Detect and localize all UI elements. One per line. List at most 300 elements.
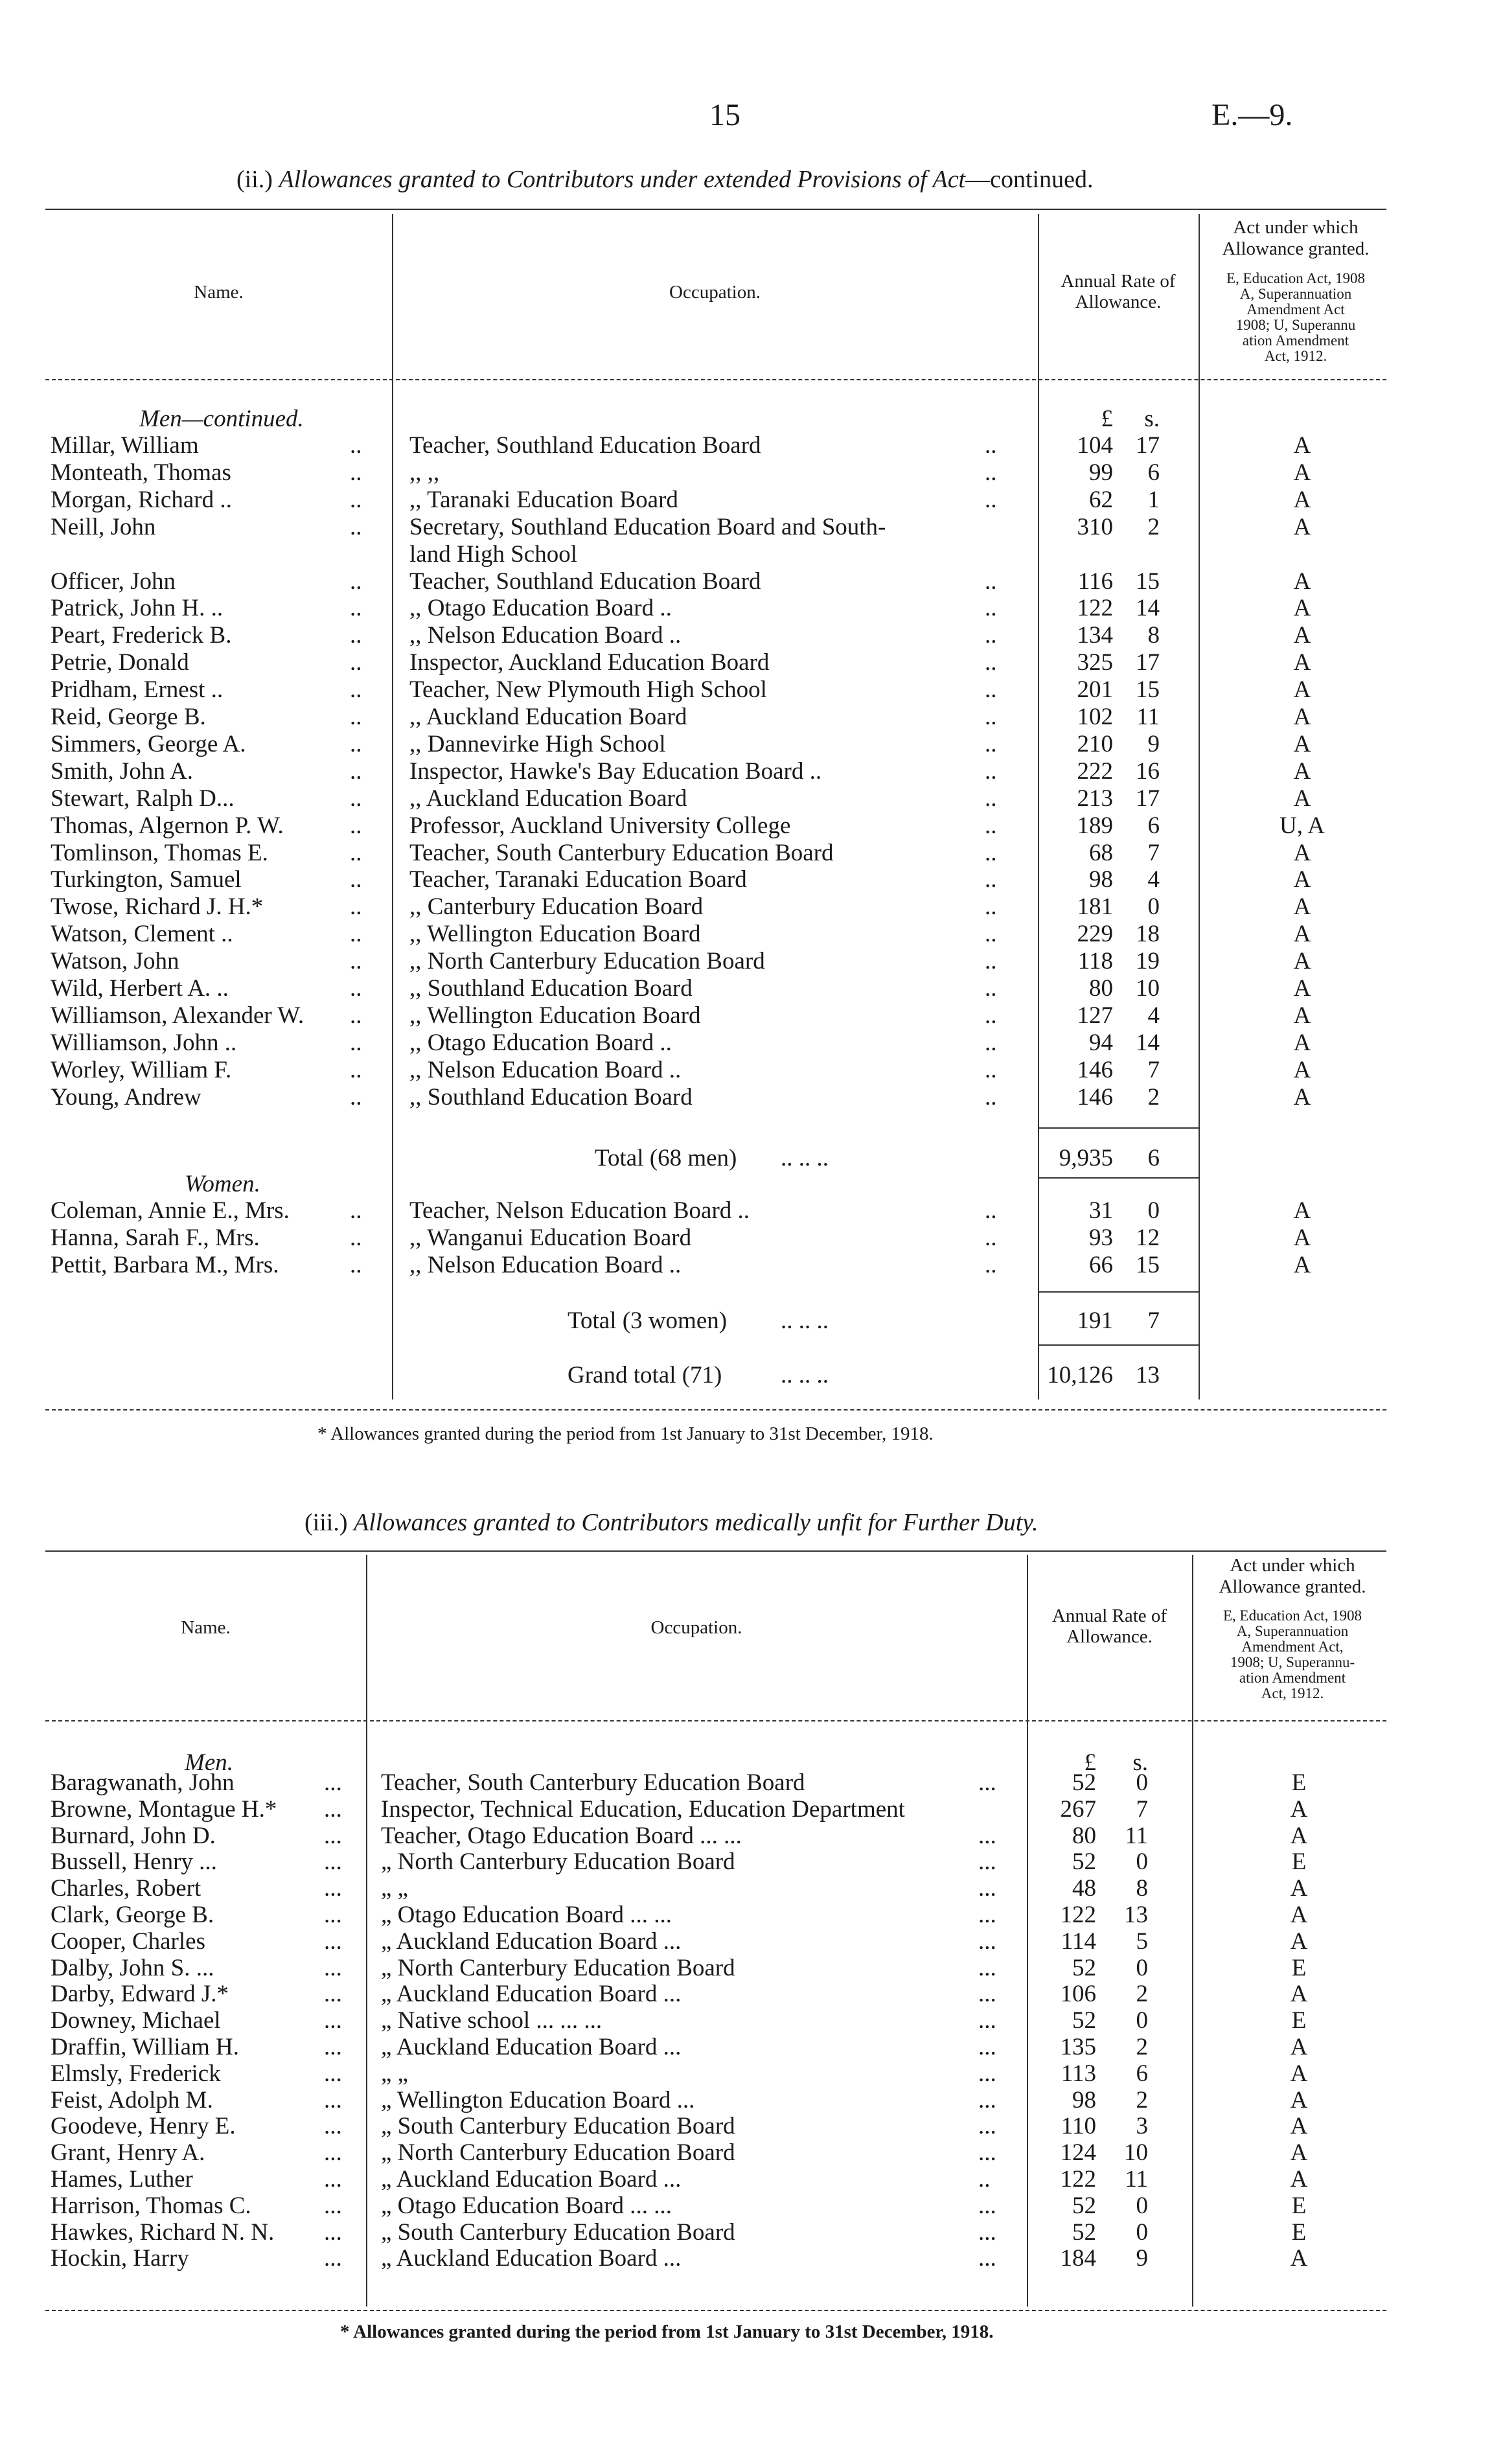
table2-unit-pounds: £ <box>1084 1749 1096 1776</box>
act-cell: A <box>1290 2060 1308 2087</box>
shillings-cell: 17 <box>1136 785 1160 812</box>
occupation-cell: „ North Canterbury Education Board <box>381 2139 735 2167</box>
table1-act-legend-5: ation Amendment <box>1242 332 1349 349</box>
pounds-cell: 124 <box>1060 2139 1096 2167</box>
occupation-cell: ,, Wellington Education Board <box>409 1002 701 1029</box>
table-row <box>0 1848 1492 1876</box>
name-cell: Goodeve, Henry E. <box>51 2113 236 2140</box>
table2-act-legend-4: 1908; U, Superannu- <box>1230 1654 1355 1670</box>
table-row <box>0 1875 1492 1902</box>
shillings-cell: 6 <box>1136 2060 1148 2087</box>
name-leader-dots: ... <box>324 2192 342 2219</box>
pounds-cell: 325 <box>1077 649 1113 676</box>
table2-col-occupation: Occupation. <box>650 1617 742 1638</box>
act-cell: A <box>1293 649 1311 676</box>
act-cell: A <box>1290 1875 1308 1902</box>
pounds-cell: 106 <box>1060 1981 1096 2008</box>
pounds-cell: 52 <box>1072 2192 1096 2219</box>
table2-act-legend-1: E, Education Act, 1908 <box>1223 1607 1362 1624</box>
table2-header-rule <box>45 1720 1386 1721</box>
table-row <box>0 975 1492 1002</box>
name-leader-dots: .. <box>350 757 362 785</box>
table-row <box>0 704 1492 731</box>
table1-col-rate-line2: Allowance. <box>1075 292 1162 312</box>
occupation-leader-dots: .. <box>985 1224 997 1251</box>
table-row <box>0 541 1492 568</box>
occupation-cell: „ Auckland Education Board ... <box>381 2245 682 2272</box>
name-cell: Hanna, Sarah F., Mrs. <box>51 1224 260 1251</box>
pounds-cell: 184 <box>1060 2245 1096 2272</box>
act-cell: E <box>1291 1848 1307 1876</box>
occupation-cell: Teacher, South Canterbury Education Board <box>381 1769 805 1796</box>
occupation-leader-dots: .. <box>985 1251 997 1278</box>
act-cell: A <box>1293 1029 1311 1056</box>
table1-total-women-label: Total (3 women) <box>568 1307 728 1334</box>
pounds-cell: 118 <box>1077 948 1113 975</box>
table-row <box>0 1030 1492 1057</box>
name-leader-dots: .. <box>350 812 362 839</box>
name-cell: Pridham, Ernest .. <box>51 676 224 704</box>
occupation-cell: ,, Taranaki Education Board <box>409 486 678 513</box>
table1-total-men-row <box>0 1145 1492 1172</box>
occupation-cell: Teacher, Otago Education Board ... ... <box>381 1822 742 1849</box>
name-cell: Dalby, John S. ... <box>51 1954 214 1981</box>
table1-total-women-row <box>0 1307 1492 1335</box>
occupation-leader-dots: .. <box>985 730 997 757</box>
shillings-cell: 2 <box>1147 1083 1160 1111</box>
name-cell: Grant, Henry A. <box>51 2139 205 2167</box>
occupation-leader-dots: ... <box>978 2218 996 2246</box>
name-cell: Downey, Michael <box>51 2007 221 2034</box>
occupation-cell: Professor, Auckland University College <box>409 812 791 839</box>
occupation-leader-dots: ... <box>978 1981 996 2008</box>
shillings-cell: 0 <box>1136 1848 1148 1876</box>
occupation-cell: Teacher, Nelson Education Board .. <box>409 1197 750 1224</box>
occupation-leader-dots: ... <box>978 2113 996 2140</box>
occupation-cell: „ Auckland Education Board ... <box>381 2034 682 2060</box>
shillings-cell: 0 <box>1147 1197 1160 1224</box>
act-cell: A <box>1293 459 1311 486</box>
table-row <box>0 731 1492 758</box>
table2-top-rule <box>45 1550 1386 1552</box>
act-cell: A <box>1293 893 1311 921</box>
name-leader-dots: .. <box>350 1083 362 1111</box>
name-leader-dots: ... <box>324 2060 342 2087</box>
name-cell: Officer, John <box>51 568 176 595</box>
shillings-cell: 0 <box>1136 2007 1148 2034</box>
act-cell: A <box>1293 432 1311 459</box>
occupation-cell: Teacher, Southland Education Board <box>409 568 761 595</box>
act-cell: A <box>1290 1902 1308 1928</box>
table2-caption-title: Allowances granted to Contributors medically unfit for Further Duty. <box>353 1509 1039 1536</box>
table-row <box>0 2193 1492 2220</box>
shillings-cell: 17 <box>1136 432 1160 459</box>
name-leader-dots: ... <box>324 2086 342 2113</box>
pounds-cell: 122 <box>1060 2166 1096 2193</box>
name-leader-dots: .. <box>350 1056 362 1083</box>
name-cell: Twose, Richard J. H.* <box>51 893 264 921</box>
act-cell: A <box>1290 1822 1308 1849</box>
occupation-leader-dots: ... <box>978 1822 996 1849</box>
pounds-cell: 146 <box>1077 1056 1113 1083</box>
table1-act-legend-2: A, Superannuation <box>1239 286 1352 302</box>
pounds-cell: 113 <box>1061 2060 1096 2087</box>
shillings-cell: 2 <box>1136 2034 1148 2060</box>
name-cell: Hames, Luther <box>51 2166 193 2193</box>
occupation-cell: ,, Canterbury Education Board <box>409 893 704 921</box>
table1-col-name: Name. <box>194 282 244 303</box>
occupation-leader-dots: .. <box>985 866 997 893</box>
name-cell: Monteath, Thomas <box>51 459 231 486</box>
occupation-cell: ,, ,, <box>409 459 440 486</box>
occupation-leader-dots: .. <box>985 1002 997 1029</box>
occupation-leader-dots: ... <box>978 2034 996 2060</box>
name-cell: Hockin, Harry <box>51 2245 189 2272</box>
act-cell: A <box>1293 1224 1311 1251</box>
shillings-cell: 15 <box>1136 568 1160 595</box>
table-row <box>0 1902 1492 1929</box>
table1-grand-total-row <box>0 1362 1492 1389</box>
table-row <box>0 1823 1492 1850</box>
table-row <box>0 1955 1492 1982</box>
name-cell: Reid, George B. <box>51 704 206 730</box>
table1-bottom-rule <box>45 1409 1386 1410</box>
table-row <box>0 676 1492 704</box>
name-cell: Young, Andrew <box>51 1083 201 1111</box>
occupation-leader-dots: ... <box>978 2060 996 2087</box>
table-row <box>0 1057 1492 1084</box>
shillings-cell: 5 <box>1136 1928 1148 1955</box>
name-leader-dots: ... <box>324 1822 342 1849</box>
occupation-cell: ,, Otago Education Board .. <box>409 595 672 622</box>
table-row <box>0 2113 1492 2140</box>
occupation-cell: Teacher, South Canterbury Education Board <box>409 839 834 866</box>
table1-grand-total-amount: 10,126 <box>1047 1362 1113 1388</box>
occupation-leader-dots: ... <box>978 1902 996 1928</box>
shillings-cell: 11 <box>1125 2166 1148 2193</box>
table1-grand-total-shillings: 13 <box>1136 1362 1160 1388</box>
occupation-cell: ,, Otago Education Board .. <box>409 1029 672 1056</box>
occupation-leader-dots: ... <box>978 1769 996 1796</box>
shillings-cell: 7 <box>1147 1056 1160 1083</box>
pounds-cell: 62 <box>1089 486 1113 513</box>
occupation-leader-dots: .. <box>985 676 997 704</box>
shillings-cell: 14 <box>1136 595 1160 622</box>
table-row <box>0 2245 1492 2272</box>
name-cell: Feist, Adolph M. <box>51 2086 213 2113</box>
name-cell: Bussell, Henry ... <box>51 1848 217 1876</box>
table-row <box>0 1796 1492 1823</box>
occupation-leader-dots: .. <box>985 757 997 785</box>
name-leader-dots: ... <box>324 2034 342 2060</box>
name-leader-dots: .. <box>350 1002 362 1029</box>
table1-women-label: Women. <box>185 1171 260 1197</box>
name-leader-dots: ... <box>324 1981 342 2008</box>
table-row <box>0 1197 1492 1225</box>
shillings-cell: 10 <box>1124 2139 1148 2167</box>
table-row <box>0 893 1492 921</box>
occupation-cell: „ Otago Education Board ... ... <box>381 2192 672 2219</box>
shillings-cell: 9 <box>1147 730 1160 757</box>
occupation-leader-dots: .. <box>985 1197 997 1224</box>
name-leader-dots: ... <box>324 2218 342 2246</box>
pounds-cell: 127 <box>1077 1002 1113 1029</box>
name-cell: Hawkes, Richard N. N. <box>51 2218 275 2246</box>
shillings-cell: 2 <box>1136 1981 1148 2008</box>
table1-col-act-line1: Act under which <box>1233 217 1359 238</box>
table-row <box>0 1225 1492 1252</box>
table-row <box>0 2087 1492 2114</box>
act-cell: A <box>1290 2113 1308 2140</box>
act-cell: A <box>1293 676 1311 704</box>
name-cell: Watson, Clement .. <box>51 921 233 948</box>
occupation-cell: „ „ <box>381 1875 409 1902</box>
shillings-cell: 0 <box>1136 1769 1148 1796</box>
occupation-leader-dots: ... <box>978 1875 996 1902</box>
name-leader-dots: .. <box>350 921 362 948</box>
occupation-leader-dots: .. <box>985 1056 997 1083</box>
shillings-cell: 2 <box>1147 513 1160 540</box>
table2-bottom-rule <box>45 2310 1386 2311</box>
name-cell: Watson, John <box>51 948 179 975</box>
act-cell: E <box>1291 2007 1307 2034</box>
name-cell: Baragwanath, John <box>51 1769 235 1796</box>
shillings-cell: 17 <box>1136 649 1160 676</box>
table1-total-women-rule <box>1038 1291 1199 1293</box>
table-row <box>0 2166 1492 2193</box>
shillings-cell: 8 <box>1136 1875 1148 1902</box>
occupation-leader-dots: .. <box>985 921 997 948</box>
occupation-leader-dots: .. <box>985 812 997 839</box>
name-cell: Worley, William F. <box>51 1056 232 1083</box>
act-cell: A <box>1293 839 1311 866</box>
shillings-cell: 4 <box>1147 1002 1160 1029</box>
table2-unit-shillings: s. <box>1132 1749 1148 1776</box>
table-row <box>0 1252 1492 1279</box>
name-cell: Patrick, John H. .. <box>51 595 224 622</box>
pounds-cell: 80 <box>1072 1822 1096 1849</box>
table1-col-rate-line1: Annual Rate of <box>1061 271 1176 292</box>
pounds-cell: 31 <box>1089 1197 1113 1224</box>
name-cell: Smith, John A. <box>51 757 193 785</box>
shillings-cell: 13 <box>1124 1902 1148 1928</box>
table1-grand-total-label: Grand total (71) <box>568 1362 722 1388</box>
name-cell: Thomas, Algernon P. W. <box>51 812 284 839</box>
shillings-cell: 10 <box>1136 975 1160 1002</box>
pounds-cell: 310 <box>1077 513 1113 540</box>
act-cell: A <box>1293 785 1311 812</box>
occupation-cell: ,, Auckland Education Board <box>409 785 687 812</box>
pounds-cell: 52 <box>1072 1954 1096 1981</box>
occupation-leader-dots: .. <box>985 704 997 730</box>
name-leader-dots: .. <box>350 432 362 459</box>
occupation-cell: ,, North Canterbury Education Board <box>409 948 765 975</box>
pounds-cell: 267 <box>1060 1795 1096 1823</box>
occupation-cell: „ Otago Education Board ... ... <box>381 1902 672 1928</box>
occupation-cell: ,, Wellington Education Board <box>409 921 701 948</box>
name-leader-dots: .. <box>350 568 362 595</box>
shillings-cell: 11 <box>1125 1822 1148 1849</box>
pounds-cell: 210 <box>1077 730 1113 757</box>
act-cell: A <box>1290 1795 1308 1823</box>
table-row <box>0 2060 1492 2088</box>
name-cell: Williamson, John .. <box>51 1029 237 1056</box>
occupation-cell: ,, Wanganui Education Board <box>409 1224 692 1251</box>
name-cell: Tomlinson, Thomas E. <box>51 839 268 866</box>
table-row <box>0 1981 1492 2008</box>
pounds-cell: 80 <box>1089 975 1113 1002</box>
occupation-leader-dots: ... <box>978 2192 996 2219</box>
act-cell: A <box>1293 513 1311 540</box>
table-row <box>0 514 1492 541</box>
table1-header-rule <box>45 379 1386 380</box>
table1-caption-prefix: (ii.) <box>236 166 273 193</box>
shillings-cell: 12 <box>1136 1224 1160 1251</box>
shillings-cell: 11 <box>1136 704 1160 730</box>
occupation-leader-dots: .. <box>985 893 997 921</box>
occupation-cell: ,, Auckland Education Board <box>409 704 687 730</box>
act-cell: A <box>1290 2034 1308 2060</box>
occupation-cell: ,, Nelson Education Board .. <box>409 1056 682 1083</box>
occupation-cell: Secretary, Southland Education Board and South- <box>409 513 886 540</box>
occupation-leader-dots: ... <box>978 2007 996 2034</box>
table2-col-act-line2: Allowance granted. <box>1219 1576 1366 1597</box>
act-cell: E <box>1291 2192 1307 2219</box>
name-leader-dots: ... <box>324 2139 342 2167</box>
shillings-cell: 7 <box>1136 1795 1148 1823</box>
name-leader-dots: .. <box>350 595 362 622</box>
table1-col-act-line2: Allowance granted. <box>1222 238 1370 259</box>
shillings-cell: 4 <box>1147 866 1160 893</box>
pounds-cell: 201 <box>1077 676 1113 704</box>
occupation-leader-dots: .. <box>985 1029 997 1056</box>
act-cell: A <box>1293 975 1311 1002</box>
table2-act-legend-5: ation Amendment <box>1239 1670 1346 1686</box>
shillings-cell: 16 <box>1136 757 1160 785</box>
name-cell: Cooper, Charles <box>51 1928 205 1955</box>
name-leader-dots: ... <box>324 1928 342 1955</box>
table2-caption <box>304 1508 1039 1537</box>
shillings-cell: 0 <box>1147 893 1160 921</box>
act-cell: A <box>1293 757 1311 785</box>
occupation-leader-dots: .. <box>985 948 997 975</box>
table1-total-men-rule <box>1038 1127 1199 1129</box>
table1-unit-pounds: £ <box>1101 406 1113 432</box>
occupation-cell: „ Auckland Education Board ... <box>381 2166 682 2193</box>
table1-caption-title: Allowances granted to Contributors under extended Provisions of Act <box>279 166 966 193</box>
pounds-cell: 99 <box>1089 459 1113 486</box>
table-row <box>0 568 1492 595</box>
name-cell: Pettit, Barbara M., Mrs. <box>51 1251 279 1278</box>
shillings-cell: 6 <box>1147 459 1160 486</box>
occupation-leader-dots: .. <box>985 622 997 649</box>
table-row <box>0 432 1492 459</box>
act-cell: E <box>1291 1954 1307 1981</box>
table-row <box>0 785 1492 812</box>
occupation-cell: ,, Southland Education Board <box>409 1083 693 1111</box>
act-cell: A <box>1293 948 1311 975</box>
name-cell: Neill, John <box>51 513 156 540</box>
occupation-cell: ,, Dannevirke High School <box>409 730 666 757</box>
act-cell: A <box>1290 2245 1308 2272</box>
name-cell: Draffin, William H. <box>51 2034 240 2060</box>
pounds-cell: 213 <box>1077 785 1113 812</box>
occupation-leader-dots: .. <box>985 432 997 459</box>
pounds-cell: 68 <box>1089 839 1113 866</box>
occupation-leader-dots: .. <box>985 649 997 676</box>
name-leader-dots: .. <box>350 622 362 649</box>
name-leader-dots: .. <box>350 459 362 486</box>
pounds-cell: 52 <box>1072 1848 1096 1876</box>
table2-act-legend-6: Act, 1912. <box>1261 1685 1324 1701</box>
occupation-cell: ,, Southland Education Board <box>409 975 693 1002</box>
name-leader-dots: .. <box>350 513 362 540</box>
act-cell: A <box>1293 1251 1311 1278</box>
shillings-cell: 2 <box>1136 2086 1148 2113</box>
name-leader-dots: .. <box>350 1251 362 1278</box>
occupation-cell: „ South Canterbury Education Board <box>381 2113 735 2140</box>
occupation-leader-dots: .. <box>978 2166 991 2193</box>
pounds-cell: 48 <box>1072 1875 1096 1902</box>
act-cell: A <box>1290 1981 1308 2008</box>
table2-caption-prefix: (iii.) <box>304 1509 348 1536</box>
occupation-cell: Teacher, Taranaki Education Board <box>409 866 747 893</box>
shillings-cell: 7 <box>1147 839 1160 866</box>
table-row <box>0 1002 1492 1030</box>
name-cell: Williamson, Alexander W. <box>51 1002 304 1029</box>
table-row <box>0 459 1492 487</box>
pounds-cell: 114 <box>1061 1928 1096 1955</box>
pounds-cell: 135 <box>1060 2034 1096 2060</box>
table1-grand-total-dots: .. .. .. <box>781 1362 829 1388</box>
occupation-leader-dots: .. <box>985 785 997 812</box>
table1-section-label: Men—continued. <box>139 406 304 432</box>
act-cell: A <box>1290 2086 1308 2113</box>
occupation-cell: ,, Nelson Education Board .. <box>409 622 682 649</box>
table-row <box>0 2007 1492 2034</box>
table-row <box>0 1084 1492 1111</box>
table2-act-legend-2: A, Superannuation <box>1236 1623 1349 1639</box>
pounds-cell: 52 <box>1072 1769 1096 1796</box>
act-cell: A <box>1293 622 1311 649</box>
name-cell: Darby, Edward J.* <box>51 1981 229 2008</box>
table-row <box>0 1928 1492 1955</box>
pounds-cell: 93 <box>1089 1224 1113 1251</box>
pounds-cell: 222 <box>1077 757 1113 785</box>
pounds-cell: 134 <box>1077 622 1113 649</box>
name-leader-dots: .. <box>350 1224 362 1251</box>
act-cell: A <box>1293 866 1311 893</box>
table-row <box>0 1769 1492 1797</box>
name-leader-dots: .. <box>350 785 362 812</box>
name-cell: Elmsly, Frederick <box>51 2060 221 2087</box>
occupation-cell: Teacher, Southland Education Board <box>409 432 761 459</box>
name-leader-dots: .. <box>350 704 362 730</box>
pounds-cell: 98 <box>1072 2086 1096 2113</box>
occupation-leader-dots: .. <box>985 486 997 513</box>
occupation-leader-dots: ... <box>978 1928 996 1955</box>
name-leader-dots: ... <box>324 1795 342 1823</box>
occupation-leader-dots: .. <box>985 595 997 622</box>
name-cell: Simmers, George A. <box>51 730 246 757</box>
act-cell: E <box>1291 2218 1307 2246</box>
name-cell: Peart, Frederick B. <box>51 622 232 649</box>
act-cell: A <box>1293 730 1311 757</box>
occupation-cell: „ South Canterbury Education Board <box>381 2218 735 2246</box>
table1-total-men-dots: .. .. .. <box>781 1145 829 1171</box>
pounds-cell: 122 <box>1060 1902 1096 1928</box>
table1-act-legend-1: E, Education Act, 1908 <box>1226 270 1365 286</box>
